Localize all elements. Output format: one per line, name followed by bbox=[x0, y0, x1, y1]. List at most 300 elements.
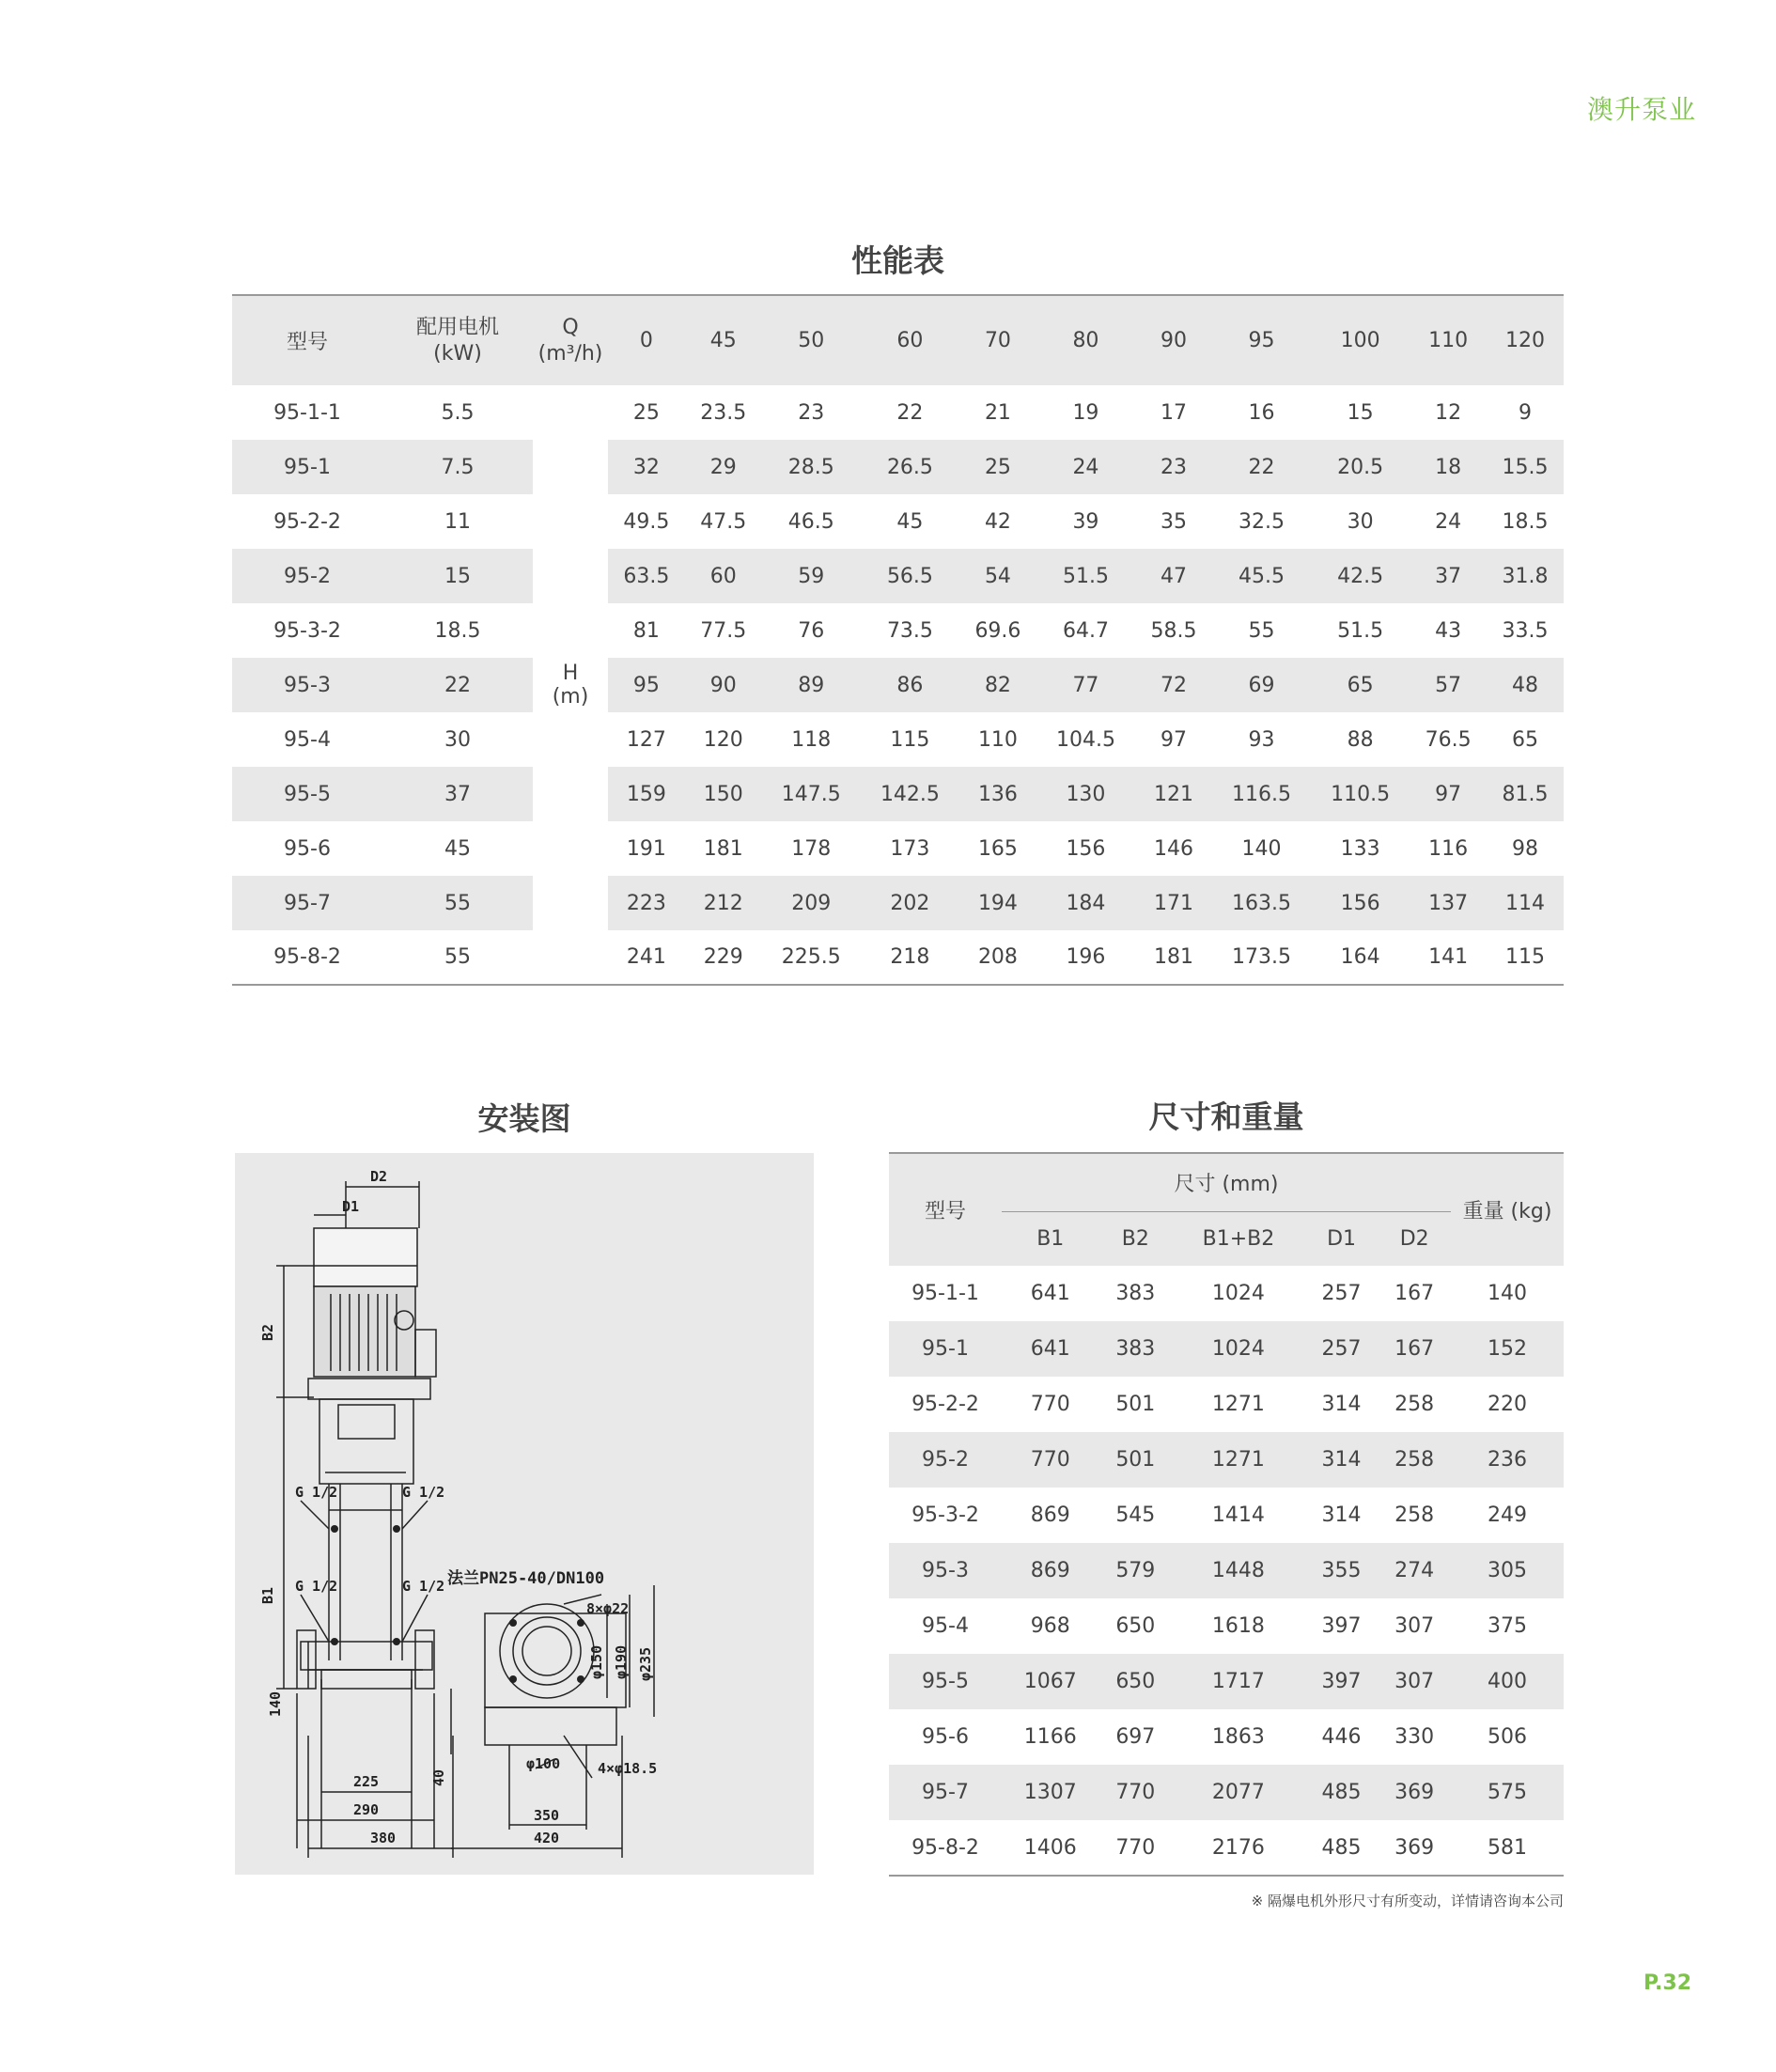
dim-cell-value: 1618 bbox=[1211, 1614, 1265, 1638]
cell-head-value: 20.5 bbox=[1311, 440, 1410, 494]
dim-header-b1b2: B1+B2 bbox=[1202, 1226, 1275, 1251]
cell-head-value: 23 bbox=[798, 400, 825, 425]
dim-cell-value: 397 bbox=[1321, 1670, 1362, 1693]
dim-cell-weight: 140 bbox=[1488, 1282, 1527, 1305]
dim-cell-weight: 575 bbox=[1488, 1781, 1527, 1804]
dim-cell-value: 641 bbox=[1030, 1337, 1070, 1361]
label-d235: φ235 bbox=[637, 1646, 654, 1681]
dim-cell-value: 770 bbox=[1115, 1781, 1156, 1804]
installation-title: 安装图 bbox=[477, 1100, 571, 1137]
dim-cell-value: 650 bbox=[1115, 1670, 1156, 1693]
cell-head-value: 64.7 bbox=[1062, 618, 1109, 643]
dim-cell-value: 1024 bbox=[1211, 1337, 1265, 1361]
label-g-bl: G 1/2 bbox=[295, 1578, 338, 1595]
cell-head-value: 181 bbox=[1153, 945, 1193, 969]
performance-row bbox=[232, 494, 1564, 549]
performance-header-row bbox=[232, 295, 1564, 385]
cell-head-value: 225.5 bbox=[781, 945, 841, 969]
dim-cell-value: 501 bbox=[1115, 1448, 1156, 1472]
cell-head-value: 45.5 bbox=[1212, 549, 1311, 603]
dim-cell-value: 314 bbox=[1321, 1393, 1362, 1416]
dimensions-row bbox=[889, 1543, 1564, 1598]
label-holes8: 8×φ22 bbox=[586, 1600, 630, 1617]
cell-head-value: 21 bbox=[984, 400, 1011, 425]
performance-row bbox=[232, 385, 1564, 440]
label-w350: 350 bbox=[534, 1807, 560, 1824]
cell-head-value: 90 bbox=[685, 658, 762, 712]
dim-cell-model: 95-3 bbox=[922, 1559, 969, 1582]
cell-head-value: 76.5 bbox=[1425, 727, 1472, 752]
cell-head-value: 39 bbox=[1072, 509, 1099, 534]
cell-head-value: 142.5 bbox=[861, 767, 959, 821]
cell-head-value: 104.5 bbox=[1055, 727, 1115, 752]
header-motor-unit: (kW) bbox=[433, 341, 482, 366]
cell-head-value: 82 bbox=[959, 658, 1036, 712]
cell-head-value: 165 bbox=[977, 836, 1018, 861]
label-d190: φ190 bbox=[613, 1644, 630, 1679]
cell-head-value: 30 bbox=[1347, 509, 1374, 534]
cell-head-value: 60 bbox=[685, 549, 762, 603]
dim-cell-value: 1448 bbox=[1211, 1559, 1265, 1582]
cell-head-value: 88 bbox=[1347, 727, 1374, 752]
installation-drawing bbox=[235, 1153, 814, 1875]
cell-head-value: 116.5 bbox=[1212, 767, 1311, 821]
performance-row bbox=[232, 930, 1564, 985]
dim-cell-value: 770 bbox=[1030, 1448, 1070, 1472]
dimensions-header-row-1 bbox=[889, 1153, 1564, 1211]
cell-head-value: 18 bbox=[1410, 440, 1487, 494]
cell-model: 95-1-1 bbox=[273, 400, 341, 425]
dimensions-row bbox=[889, 1765, 1564, 1820]
cell-head-value: 28.5 bbox=[762, 440, 861, 494]
performance-row bbox=[232, 876, 1564, 930]
cell-head-value: 115 bbox=[890, 727, 930, 752]
cell-head-value: 133 bbox=[1340, 836, 1380, 861]
performance-row bbox=[232, 712, 1564, 767]
cell-head-value: 51.5 bbox=[1036, 549, 1135, 603]
performance-body bbox=[232, 385, 1564, 985]
cell-head-value: 48 bbox=[1487, 658, 1564, 712]
cell-head-value: 194 bbox=[959, 876, 1036, 930]
dimensions-row bbox=[889, 1377, 1564, 1432]
cell-head-value: 63.5 bbox=[608, 549, 685, 603]
cell-head-value: 24 bbox=[1036, 440, 1135, 494]
cell-head-value: 141 bbox=[1428, 945, 1469, 969]
label-d2: D2 bbox=[370, 1168, 388, 1185]
dim-cell-value: 258 bbox=[1394, 1503, 1435, 1527]
cell-head-value: 69.6 bbox=[974, 618, 1021, 643]
cell-head-value: 18.5 bbox=[1502, 509, 1549, 534]
dimensions-row bbox=[889, 1432, 1564, 1488]
cell-head-value: 12 bbox=[1435, 400, 1462, 425]
header-q-label: Q bbox=[562, 315, 579, 339]
dim-cell-weight: 375 bbox=[1488, 1614, 1527, 1638]
dim-header-d1: D1 bbox=[1327, 1226, 1357, 1251]
cell-model: 95-8-2 bbox=[273, 945, 341, 969]
label-d100: φ100 bbox=[526, 1755, 561, 1772]
cell-head-value: 81.5 bbox=[1487, 767, 1564, 821]
brand-name: 澳升泵业 bbox=[1586, 94, 1696, 125]
cell-motor-kw: 37 bbox=[382, 767, 533, 821]
h-unit: (m) bbox=[552, 684, 589, 709]
header-q-unit: (m³/h) bbox=[537, 341, 603, 366]
header-flow-9: 110 bbox=[1428, 329, 1469, 352]
performance-row bbox=[232, 658, 1564, 712]
cell-head-value: 33.5 bbox=[1502, 618, 1549, 643]
header-flow-4: 70 bbox=[984, 329, 1011, 352]
dim-cell-weight: 305 bbox=[1488, 1559, 1527, 1582]
dim-cell-value: 545 bbox=[1115, 1503, 1156, 1527]
dim-header-weight: 重量 (kg) bbox=[1462, 1200, 1552, 1223]
cell-head-value: 22 bbox=[1212, 440, 1311, 494]
cell-head-value: 114 bbox=[1487, 876, 1564, 930]
label-w420: 420 bbox=[534, 1830, 560, 1846]
cell-motor-kw: 30 bbox=[444, 727, 471, 752]
dim-header-d2: D2 bbox=[1399, 1226, 1429, 1251]
dim-cell-model: 95-3-2 bbox=[911, 1503, 979, 1527]
cell-head-value: 58.5 bbox=[1150, 618, 1197, 643]
cell-model: 95-7 bbox=[232, 876, 382, 930]
cell-head-value: 25 bbox=[959, 440, 1036, 494]
performance-title: 性能表 bbox=[851, 242, 944, 279]
performance-row bbox=[232, 821, 1564, 876]
label-g-tr: G 1/2 bbox=[402, 1484, 445, 1501]
cell-head-value: 164 bbox=[1340, 945, 1380, 969]
dim-cell-value: 167 bbox=[1394, 1337, 1435, 1361]
cell-head-value: 241 bbox=[626, 945, 666, 969]
dim-header-size-group: 尺寸 (mm) bbox=[1002, 1153, 1451, 1211]
cell-head-value: 156 bbox=[1311, 876, 1410, 930]
cell-model: 95-6 bbox=[284, 836, 331, 861]
dim-cell-value: 650 bbox=[1115, 1614, 1156, 1638]
cell-head-value: 46.5 bbox=[787, 509, 834, 534]
dim-cell-value: 485 bbox=[1321, 1835, 1362, 1860]
cell-head-value: 23 bbox=[1135, 440, 1212, 494]
dim-cell-value: 1307 bbox=[1023, 1781, 1077, 1804]
dim-cell-value: 968 bbox=[1030, 1614, 1070, 1638]
cell-head-value: 223 bbox=[608, 876, 685, 930]
cell-head-value: 15 bbox=[1347, 400, 1374, 425]
cell-head-value: 69 bbox=[1212, 658, 1311, 712]
dim-cell-weight: 236 bbox=[1488, 1448, 1527, 1472]
dim-cell-value: 257 bbox=[1321, 1337, 1362, 1361]
cell-model: 95-1 bbox=[232, 440, 382, 494]
cell-head-value: 47.5 bbox=[700, 509, 747, 534]
dim-cell-value: 641 bbox=[1030, 1282, 1070, 1305]
cell-head-value: 54 bbox=[959, 549, 1036, 603]
cell-head-value: 32 bbox=[608, 440, 685, 494]
dim-cell-value: 446 bbox=[1321, 1725, 1362, 1749]
label-h40: 40 bbox=[430, 1768, 447, 1786]
dimensions-row bbox=[889, 1488, 1564, 1543]
cell-model: 95-5 bbox=[232, 767, 382, 821]
dim-cell-model: 95-2-2 bbox=[911, 1393, 979, 1416]
cell-head-value: 156 bbox=[1066, 836, 1106, 861]
label-flange: 法兰PN25-40/DN100 bbox=[447, 1569, 605, 1588]
cell-head-value: 97 bbox=[1410, 767, 1487, 821]
label-b1: B1 bbox=[259, 1586, 276, 1604]
header-flow-6: 90 bbox=[1160, 329, 1187, 352]
cell-head-value: 171 bbox=[1135, 876, 1212, 930]
dim-cell-value: 1414 bbox=[1211, 1503, 1265, 1527]
cell-head-value: 93 bbox=[1248, 727, 1275, 752]
label-b2: B2 bbox=[259, 1323, 276, 1341]
dim-cell-value: 383 bbox=[1115, 1282, 1156, 1305]
dim-cell-value: 258 bbox=[1394, 1393, 1435, 1416]
dim-cell-value: 314 bbox=[1321, 1503, 1362, 1527]
dim-cell-value: 355 bbox=[1321, 1559, 1362, 1582]
dimensions-row bbox=[889, 1820, 1564, 1876]
cell-head-value: 116 bbox=[1428, 836, 1469, 861]
dim-cell-weight: 581 bbox=[1488, 1835, 1527, 1860]
cell-head-value: 86 bbox=[861, 658, 959, 712]
dim-cell-value: 501 bbox=[1115, 1393, 1156, 1416]
header-model: 型号 bbox=[286, 331, 328, 354]
label-g-br: G 1/2 bbox=[402, 1578, 445, 1595]
dim-cell-value: 1406 bbox=[1023, 1835, 1077, 1860]
cell-model: 95-3 bbox=[232, 658, 382, 712]
dim-cell-value: 1271 bbox=[1211, 1393, 1265, 1416]
dim-cell-value: 869 bbox=[1030, 1559, 1070, 1582]
dimensions-table bbox=[889, 1152, 1564, 1877]
dim-cell-value: 2077 bbox=[1211, 1781, 1265, 1804]
performance-row bbox=[232, 603, 1564, 658]
cell-head-value: 25 bbox=[632, 400, 660, 425]
label-w225: 225 bbox=[353, 1773, 380, 1790]
dim-cell-value: 1863 bbox=[1211, 1725, 1265, 1749]
cell-head-value: 31.8 bbox=[1487, 549, 1564, 603]
header-flow-7: 95 bbox=[1248, 329, 1275, 352]
cell-head-value: 65 bbox=[1311, 658, 1410, 712]
dim-cell-value: 1717 bbox=[1211, 1670, 1265, 1693]
cell-head-value: 173.5 bbox=[1231, 945, 1291, 969]
dim-cell-value: 770 bbox=[1030, 1393, 1070, 1416]
cell-head-value: 43 bbox=[1435, 618, 1462, 643]
cell-head-value: 65 bbox=[1512, 727, 1539, 752]
header-flow-10: 120 bbox=[1505, 329, 1546, 352]
cell-head-value: 23.5 bbox=[700, 400, 747, 425]
cell-motor-kw: 45 bbox=[444, 836, 471, 861]
cell-head-value: 218 bbox=[890, 945, 930, 969]
footnote: ※ 隔爆电机外形尺寸有所变动，详情请咨询本公司 bbox=[1251, 1893, 1564, 1909]
cell-head-value: 15.5 bbox=[1487, 440, 1564, 494]
cell-head-value: 81 bbox=[632, 618, 660, 643]
dimensions-row bbox=[889, 1654, 1564, 1709]
dim-cell-value: 485 bbox=[1321, 1781, 1362, 1804]
dim-cell-weight: 152 bbox=[1488, 1337, 1527, 1361]
cell-head-value: 16 bbox=[1248, 400, 1275, 425]
cell-head-value: 209 bbox=[762, 876, 861, 930]
cell-head-value: 72 bbox=[1135, 658, 1212, 712]
cell-head-value: 57 bbox=[1410, 658, 1487, 712]
cell-head-value: 136 bbox=[959, 767, 1036, 821]
dim-cell-weight: 249 bbox=[1488, 1503, 1527, 1527]
cell-head-value: 121 bbox=[1135, 767, 1212, 821]
header-flow-2: 50 bbox=[798, 329, 825, 352]
dim-cell-value: 257 bbox=[1321, 1282, 1362, 1305]
cell-head-value: 115 bbox=[1505, 945, 1546, 969]
label-d1: D1 bbox=[342, 1198, 360, 1215]
header-flow-1: 45 bbox=[709, 329, 737, 352]
header-flow-5: 80 bbox=[1072, 329, 1099, 352]
dim-cell-model: 95-2 bbox=[922, 1448, 969, 1472]
cell-motor-kw: 11 bbox=[444, 509, 471, 534]
cell-head-value: 140 bbox=[1241, 836, 1282, 861]
cell-model: 95-4 bbox=[284, 727, 331, 752]
dim-cell-value: 383 bbox=[1115, 1337, 1156, 1361]
label-w380: 380 bbox=[370, 1830, 397, 1846]
header-motor bbox=[382, 295, 533, 385]
cell-motor-kw: 55 bbox=[382, 876, 533, 930]
cell-head-value: 45 bbox=[896, 509, 924, 534]
header-flow-3: 60 bbox=[896, 329, 924, 352]
dim-cell-model: 95-4 bbox=[922, 1614, 969, 1638]
label-w290: 290 bbox=[353, 1801, 380, 1818]
cell-head-value: 173 bbox=[890, 836, 930, 861]
cell-head-value: 89 bbox=[762, 658, 861, 712]
cell-head-value: 73.5 bbox=[886, 618, 933, 643]
dim-cell-value: 397 bbox=[1321, 1614, 1362, 1638]
cell-head-value: 26.5 bbox=[861, 440, 959, 494]
cell-motor-kw: 18.5 bbox=[434, 618, 481, 643]
h-label: H bbox=[562, 661, 579, 685]
cell-head-value: 37 bbox=[1410, 549, 1487, 603]
header-q bbox=[533, 295, 608, 385]
dim-cell-weight: 400 bbox=[1488, 1670, 1527, 1693]
cell-head-value: 77 bbox=[1036, 658, 1135, 712]
dim-cell-value: 258 bbox=[1394, 1448, 1435, 1472]
dim-cell-value: 579 bbox=[1115, 1559, 1156, 1582]
cell-head-value: 208 bbox=[977, 945, 1018, 969]
cell-head-value: 47 bbox=[1135, 549, 1212, 603]
h-label-cell bbox=[533, 385, 608, 985]
dim-cell-model: 95-5 bbox=[922, 1670, 969, 1693]
cell-head-value: 76 bbox=[798, 618, 825, 643]
cell-head-value: 212 bbox=[685, 876, 762, 930]
cell-head-value: 42.5 bbox=[1311, 549, 1410, 603]
cell-head-value: 120 bbox=[703, 727, 743, 752]
cell-head-value: 22 bbox=[896, 400, 924, 425]
dim-cell-weight: 506 bbox=[1488, 1725, 1527, 1749]
cell-head-value: 191 bbox=[626, 836, 666, 861]
cell-head-value: 184 bbox=[1036, 876, 1135, 930]
cell-head-value: 137 bbox=[1410, 876, 1487, 930]
header-flow-8: 100 bbox=[1340, 329, 1380, 352]
cell-head-value: 98 bbox=[1512, 836, 1539, 861]
performance-row bbox=[232, 767, 1564, 821]
cell-head-value: 110.5 bbox=[1311, 767, 1410, 821]
cell-head-value: 49.5 bbox=[623, 509, 670, 534]
dim-cell-model: 95-7 bbox=[922, 1781, 969, 1804]
dim-cell-model: 95-8-2 bbox=[911, 1835, 979, 1860]
dim-cell-value: 274 bbox=[1394, 1559, 1435, 1582]
cell-head-value: 97 bbox=[1160, 727, 1187, 752]
cell-head-value: 150 bbox=[685, 767, 762, 821]
cell-model: 95-3-2 bbox=[273, 618, 341, 643]
cell-head-value: 147.5 bbox=[762, 767, 861, 821]
dim-cell-value: 307 bbox=[1394, 1614, 1435, 1638]
dim-cell-value: 1024 bbox=[1211, 1282, 1265, 1305]
cell-head-value: 127 bbox=[626, 727, 666, 752]
dim-cell-value: 1166 bbox=[1023, 1725, 1077, 1749]
cell-head-value: 130 bbox=[1036, 767, 1135, 821]
cell-motor-kw: 22 bbox=[382, 658, 533, 712]
cell-head-value: 35 bbox=[1160, 509, 1187, 534]
cell-model: 95-2 bbox=[232, 549, 382, 603]
cell-head-value: 56.5 bbox=[861, 549, 959, 603]
header-motor-label: 配用电机 bbox=[415, 315, 499, 339]
dim-cell-model: 95-1-1 bbox=[911, 1282, 979, 1305]
cell-head-value: 51.5 bbox=[1337, 618, 1384, 643]
cell-head-value: 118 bbox=[791, 727, 832, 752]
dim-header-model: 型号 bbox=[924, 1200, 966, 1223]
dim-header-b1: B1 bbox=[1036, 1226, 1065, 1251]
cell-head-value: 77.5 bbox=[700, 618, 747, 643]
dim-cell-weight: 220 bbox=[1488, 1393, 1527, 1416]
label-holes4: 4×φ18.5 bbox=[598, 1760, 658, 1777]
dim-cell-value: 307 bbox=[1394, 1670, 1435, 1693]
dim-cell-value: 1067 bbox=[1023, 1670, 1077, 1693]
cell-motor-kw: 55 bbox=[444, 945, 471, 969]
cell-head-value: 17 bbox=[1160, 400, 1187, 425]
cell-head-value: 32.5 bbox=[1238, 509, 1285, 534]
pump-drawing-svg bbox=[235, 1153, 814, 1875]
dim-cell-value: 167 bbox=[1394, 1282, 1435, 1305]
cell-motor-kw: 5.5 bbox=[441, 400, 475, 425]
cell-motor-kw: 7.5 bbox=[382, 440, 533, 494]
cell-head-value: 55 bbox=[1248, 618, 1275, 643]
cell-head-value: 163.5 bbox=[1212, 876, 1311, 930]
dim-cell-model: 95-6 bbox=[922, 1725, 969, 1749]
cell-head-value: 159 bbox=[608, 767, 685, 821]
label-h140: 140 bbox=[267, 1690, 284, 1717]
performance-table bbox=[232, 294, 1564, 986]
label-g-tl: G 1/2 bbox=[295, 1484, 338, 1501]
cell-head-value: 181 bbox=[703, 836, 743, 861]
cell-head-value: 59 bbox=[762, 549, 861, 603]
dim-cell-value: 869 bbox=[1030, 1503, 1070, 1527]
cell-head-value: 202 bbox=[861, 876, 959, 930]
cell-head-value: 178 bbox=[791, 836, 832, 861]
dim-cell-value: 369 bbox=[1394, 1781, 1435, 1804]
cell-head-value: 146 bbox=[1153, 836, 1193, 861]
dim-cell-value: 369 bbox=[1394, 1835, 1435, 1860]
cell-head-value: 24 bbox=[1435, 509, 1462, 534]
cell-motor-kw: 15 bbox=[382, 549, 533, 603]
dimensions-row bbox=[889, 1709, 1564, 1765]
page-number: P.32 bbox=[1643, 1971, 1691, 1995]
cell-head-value: 29 bbox=[685, 440, 762, 494]
cell-head-value: 110 bbox=[977, 727, 1018, 752]
dim-cell-model: 95-1 bbox=[922, 1337, 969, 1361]
cell-head-value: 42 bbox=[984, 509, 1011, 534]
dimensions-row bbox=[889, 1598, 1564, 1654]
dimensions-title: 尺寸和重量 bbox=[1148, 1098, 1304, 1135]
dim-header-b2: B2 bbox=[1121, 1226, 1149, 1251]
dim-cell-value: 330 bbox=[1394, 1725, 1435, 1749]
performance-row bbox=[232, 440, 1564, 494]
cell-head-value: 229 bbox=[703, 945, 743, 969]
cell-head-value: 9 bbox=[1519, 400, 1533, 425]
dim-cell-value: 314 bbox=[1321, 1448, 1362, 1472]
dimensions-row bbox=[889, 1266, 1564, 1321]
dimensions-row bbox=[889, 1321, 1564, 1377]
cell-head-value: 196 bbox=[1066, 945, 1106, 969]
header-flow-0: 0 bbox=[639, 329, 653, 352]
dim-cell-value: 2176 bbox=[1211, 1835, 1265, 1860]
dim-cell-value: 1271 bbox=[1211, 1448, 1265, 1472]
dim-cell-value: 697 bbox=[1115, 1725, 1156, 1749]
